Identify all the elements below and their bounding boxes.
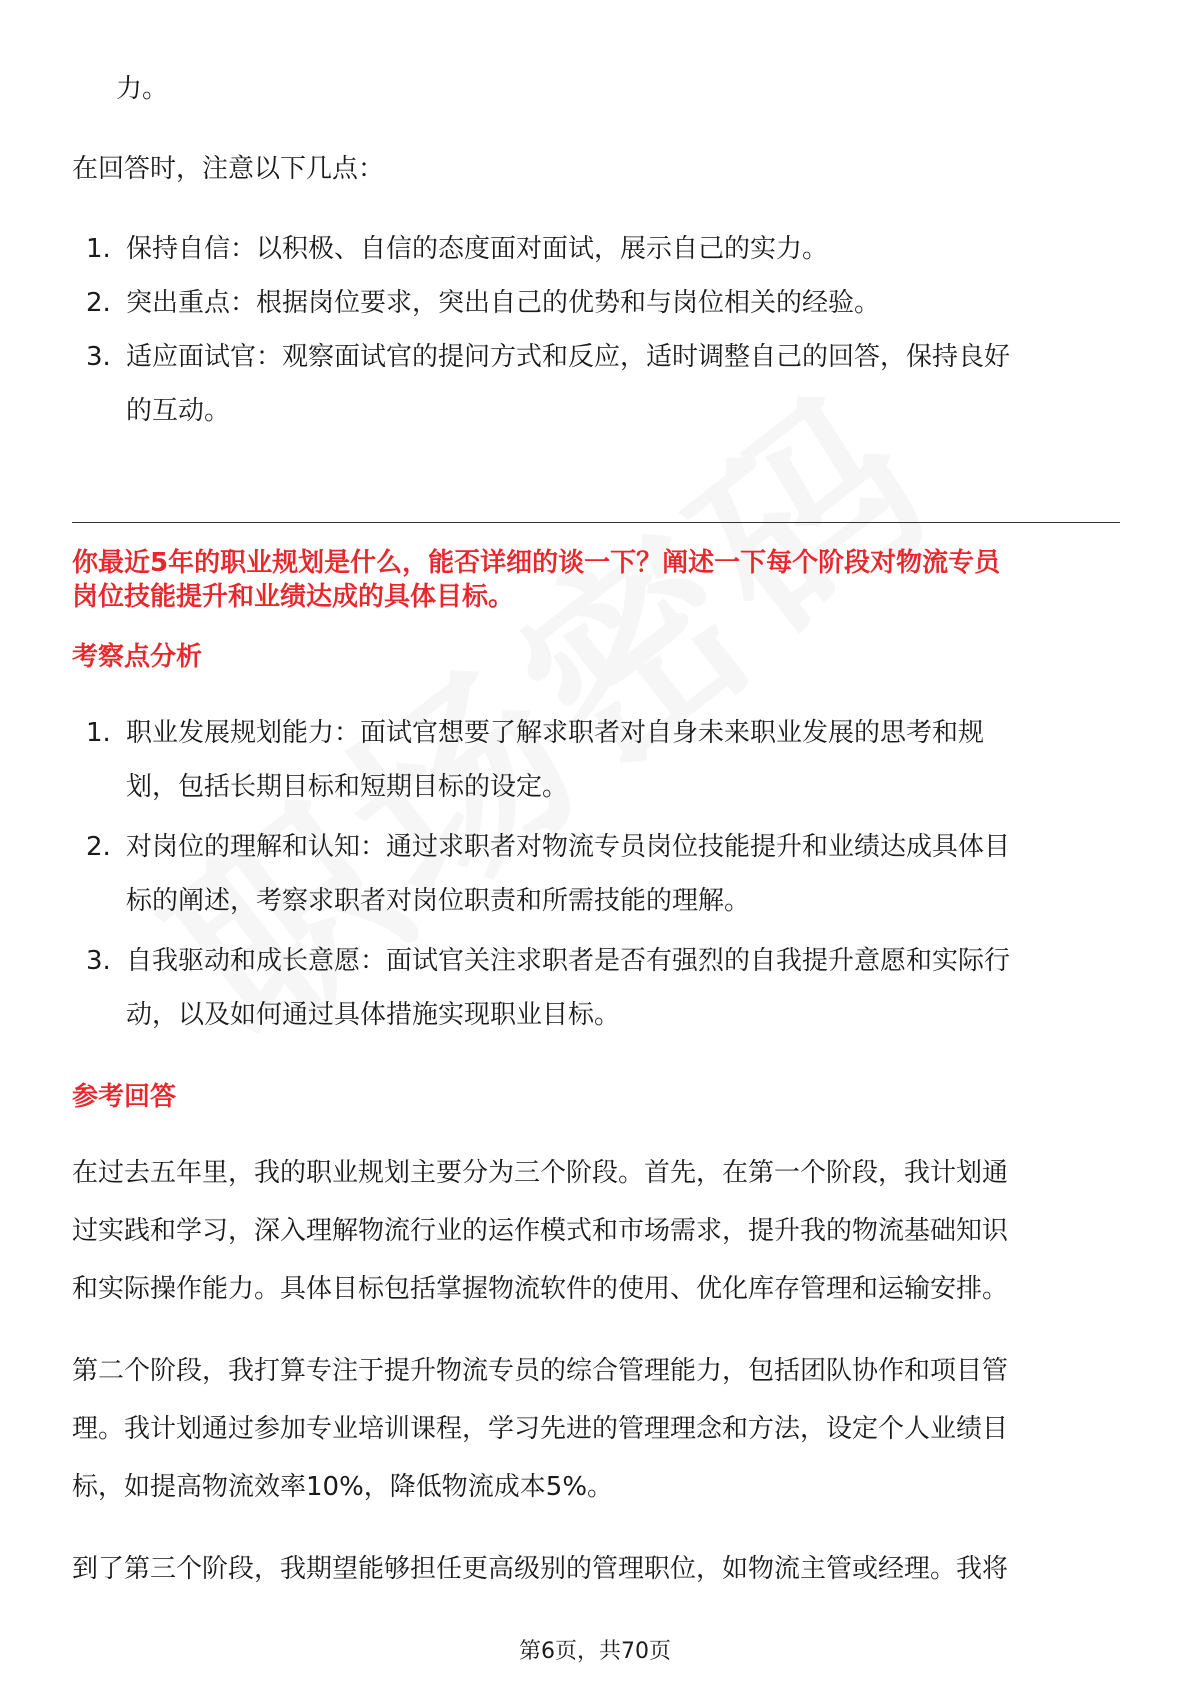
question-title-continued: 岗位技能提升和业绩达成的具体目标。 — [72, 582, 515, 612]
paragraph-line: 在过去五年里，我的职业规划主要分为三个阶段。首先，在第一个阶段，我计划通 — [72, 1158, 1009, 1188]
section-divider — [72, 522, 1120, 523]
paragraph-line: 到了第三个阶段，我期望能够担任更高级别的管理职位，如物流主管或经理。我将 — [72, 1554, 1009, 1584]
list-item: 突出重点：根据岗位要求，突出自己的优势和与岗位相关的经验。 — [126, 288, 881, 318]
question-title: 你最近5年的职业规划是什么，能否详细的谈一下？阐述一下每个阶段对物流专员 — [72, 548, 1001, 578]
paragraph-line: 过实践和学习，深入理解物流行业的运作模式和市场需求，提升我的物流基础知识 — [72, 1216, 1009, 1246]
answer-heading: 参考回答 — [72, 1082, 177, 1112]
list-number: 3. — [86, 342, 111, 372]
list-item-continued: 动，以及如何通过具体措施实现职业目标。 — [126, 1000, 621, 1030]
list-number: 2. — [86, 832, 111, 862]
list-item-continued: 划，包括长期目标和短期目标的设定。 — [126, 772, 569, 802]
paragraph-line: 和实际操作能力。具体目标包括掌握物流软件的使用、优化库存管理和运输安排。 — [72, 1274, 1009, 1304]
list-number: 1. — [86, 718, 111, 748]
list-item-continued: 标的阐述，考察求职者对岗位职责和所需技能的理解。 — [126, 886, 751, 916]
list-item: 保持自信：以积极、自信的态度面对面试，展示自己的实力。 — [126, 234, 829, 264]
paragraph-line: 理。我计划通过参加专业培训课程，学习先进的管理理念和方法，设定个人业绩目 — [72, 1414, 1009, 1444]
notes-heading: 在回答时，注意以下几点： — [72, 154, 385, 184]
list-number: 1. — [86, 234, 111, 264]
paragraph-line: 标，如提高物流效率10%，降低物流成本5%。 — [72, 1472, 614, 1502]
page-number: 第6页，共70页 — [519, 1639, 671, 1664]
paragraph-line: 第二个阶段，我打算专注于提升物流专员的综合管理能力，包括团队协作和项目管 — [72, 1356, 1009, 1386]
analysis-heading: 考察点分析 — [72, 642, 203, 672]
list-item-continued: 的互动。 — [126, 396, 231, 426]
list-item: 职业发展规划能力：面试官想要了解求职者对自身未来职业发展的思考和规 — [126, 718, 985, 748]
list-item: 自我驱动和成长意愿：面试官关注求职者是否有强烈的自我提升意愿和实际行 — [126, 946, 1011, 976]
list-number: 2. — [86, 288, 111, 318]
list-number: 3. — [86, 946, 111, 976]
list-item: 对岗位的理解和认知：通过求职者对物流专员岗位技能提升和业绩达成具体目 — [126, 832, 1011, 862]
continued-text: 力。 — [116, 74, 169, 104]
list-item: 适应面试官：观察面试官的提问方式和反应，适时调整自己的回答，保持良好 — [126, 342, 1011, 372]
